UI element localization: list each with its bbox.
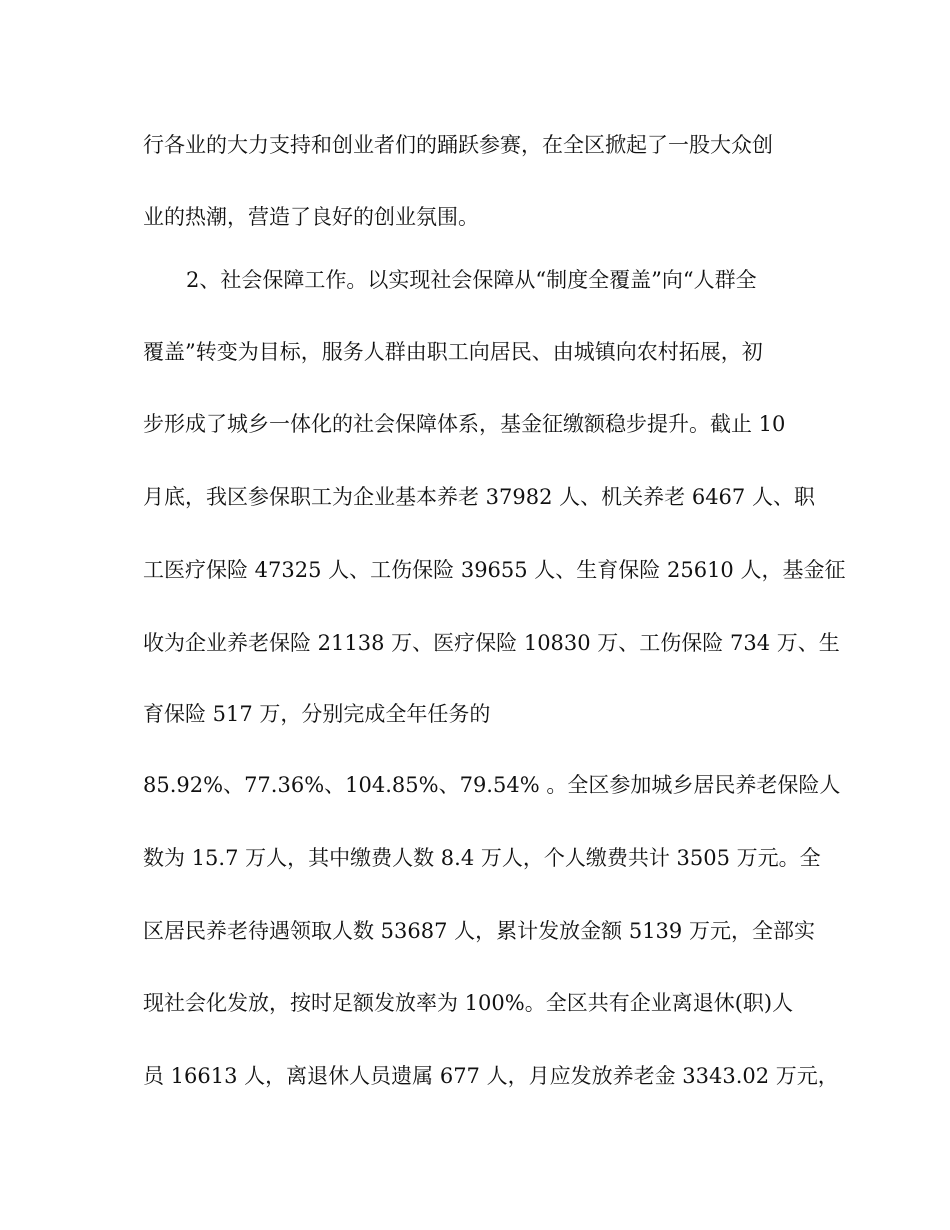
paragraph-line: 工医疗保险 47325 人、工伤保险 39655 人、生育保险 25610 人，基金征 [143,558,846,582]
paragraph-line: 区居民养老待遇领取人数 53687 人，累计发放金额 5139 万元，全部实 [143,919,815,943]
paragraph-line: 现社会化发放，按时足额发放率为 100%。全区共有企业离退休(职)人 [143,991,794,1015]
paragraph-line: 数为 15.7 万人，其中缴费人数 8.4 万人，个人缴费共计 3505 万元。全 [143,846,821,870]
paragraph-line: 步形成了城乡一体化的社会保障体系，基金征缴额稳步提升。截止 10 [143,412,786,436]
paragraph-line: 月底，我区参保职工为企业基本养老 37982 人、机关养老 6467 人、职 [143,485,815,509]
paragraph-line: 收为企业养老保险 21138 万、医疗保险 10830 万、工伤保险 734 万、生 [143,631,840,655]
paragraph-line: 员 16613 人，离退休人员遗属 677 人，月应发放养老金 3343.02 万元， [143,1064,839,1088]
paragraph-line: 行各业的大力支持和创业者们的踊跃参赛，在全区掀起了一股大众创 [143,133,773,157]
paragraph-line: 育保险 517 万，分别完成全年任务的 [143,702,491,726]
paragraph-line: 85.92%、77.36%、104.85%、79.54% 。全区参加城乡居民养老保险人 [143,773,841,797]
paragraph-line: 业的热潮，营造了良好的创业氛围。 [143,205,479,229]
paragraph-line: 覆盖”转变为目标，服务人群由职工向居民、由城镇向农村拓展，初 [143,340,763,364]
section-heading-line: 2、社会保障工作。以实现社会保障从“制度全覆盖”向“人群全 [186,268,757,292]
